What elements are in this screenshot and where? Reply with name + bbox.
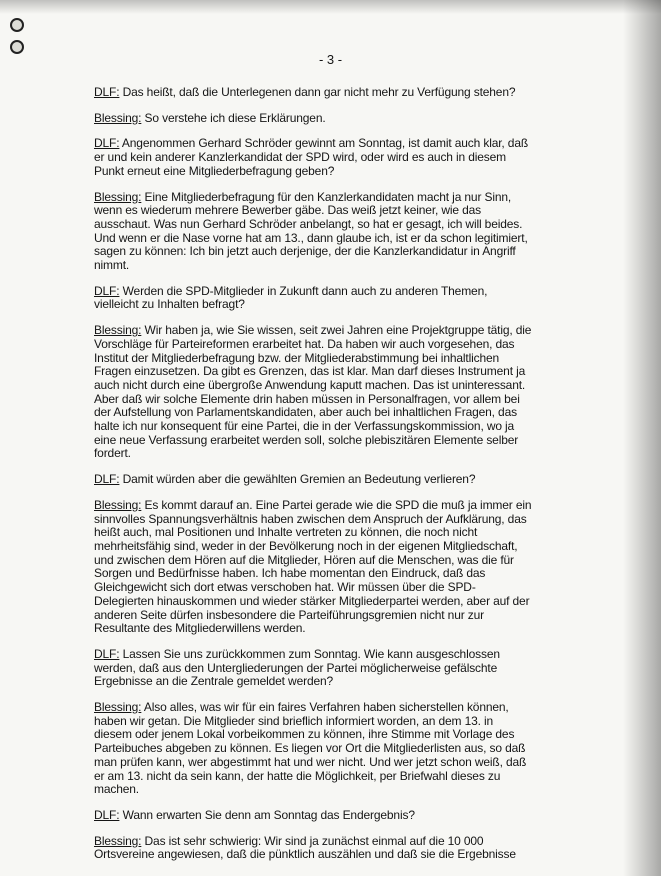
paragraph-text: So verstehe ich diese Erklärungen.: [141, 110, 326, 125]
speaker-label: DLF:: [94, 85, 120, 99]
speaker-label: Blessing:: [94, 189, 142, 204]
scan-shadow-right: [623, 0, 661, 876]
paragraph-text: Wann erwarten Sie denn am Sonntag das Endergebnis?: [119, 807, 415, 822]
speaker-label: DLF:: [94, 283, 120, 298]
paragraph-text: Damit würden aber die gewählten Gremien an Bedeutung verlieren?: [119, 472, 476, 487]
interview-paragraph: [94, 499, 532, 636]
interview-paragraph: [94, 473, 532, 487]
scan-shadow-top: [0, 0, 661, 14]
interview-paragraph: [94, 191, 532, 273]
paragraph-text: Werden die SPD-Mitglieder in Zukunft dann auch zu anderen Themen, vielleicht zu Inhalten befragt?: [94, 283, 488, 312]
speaker-label: DLF:: [94, 646, 120, 661]
paragraph-text: Lassen Sie uns zurückkommen zum Sonntag. Wie kann ausgeschlossen werden, daß aus den Untergliederungen der Partei möglicherweise gefälschte Ergebnisse an die Zentrale gemeldet werden?: [94, 646, 500, 689]
interview-paragraph: [94, 112, 532, 126]
interview-paragraph: [94, 324, 532, 461]
interview-paragraph: [94, 809, 532, 823]
paragraph-text: Es kommt darauf an. Eine Partei gerade wie die SPD die muß ja immer ein sinnvolles Spannungsverhältnis haben zwischen dem Anspruch der Aufklärung, das heißt auch, mal Positionen und Inhalte vertreten zu können, die noch nicht mehrheitsfähig sind, weder in der Bevölkerung noch in der eigenen Mitgliedschaft, und zwischen dem Hören auf die Mitglieder, Hören auf die Menschen, was die für Sorgen und Bedürfnisse haben. Ich habe momentan den Eindruck, daß das Gleichgewicht sich dort etwas verschoben hat. Wir müssen über die SPD-Delegierten hinauskommen und wieder stärker Mitgliederpartei werden, aber auf der anderen Seite dürfen insbesondere die Parteiführungsgremien nicht nur zur Resultante des Mitgliederwillens werden.: [94, 497, 532, 636]
paragraph-text: Das ist sehr schwierig: Wir sind ja zunächst einmal auf die 10 000 Ortsvereine angewiesen, daß die pünktlich auszählen und daß sie die Ergebnisse: [94, 833, 516, 862]
paragraph-text: Also alles, was wir für ein faires Verfahren haben sicherstellen können, haben wir getan. Die Mitglieder sind brieflich informiert worden, an dem 13. in diesem oder jenem Lokal vorbeikommen zu können, ihre Stimme mit Vorlage des Parteibuches abgeben zu können. Es liegen vor Ort die Mitgliederlisten aus, so daß man prüfen kann, wer abgestimmt hat und wer nicht. Und wer jetzt schon weiß, daß er am 13. nicht da sein kann, der hatte die Möglichkeit, per Briefwahl dieses zu machen.: [94, 700, 527, 797]
paragraph-text: Angenommen Gerhard Schröder gewinnt am Sonntag, ist damit auch klar, daß er und kein anderer Kanzlerkandidat der SPD wird, oder wird es auch in diesem Punkt erneut eine Mitgliederbefragung geben?: [94, 136, 529, 178]
paragraph-text: Wir haben ja, wie Sie wissen, seit zwei Jahren eine Projektgruppe tätig, die Vorschläge für Parteireformen erarbeitet hat. Da haben wir auch vorgesehen, das Institut der Mitgliederbefragung bzw. der Mitgliederabstimmung bei inhaltlichen Fragen einzusetzen. Da gibt es Grenzen, das ist klar. Man darf dieses Instrument ja auch nicht durch eine übergroße Anwendung kaputt machen. Das ist uninteressant. Aber daß wir solche Elemente drin haben müssen in Personalfragen, vor allem bei der Aufstellung von Parlamentskandidaten, aber auch bei inhaltlichen Fragen, das halte ich nur konsequent für eine Partei, die in der Verfassungskommission, wo ja eine neue Verfassung erarbeitet werden soll, solche plebiszitären Elemente selber fordert.: [94, 323, 532, 461]
interview-text: [94, 86, 532, 874]
page-number: - 3 -: [318, 52, 343, 67]
interview-paragraph: [94, 137, 532, 178]
speaker-label: Blessing:: [94, 833, 142, 848]
speaker-label: Blessing:: [94, 497, 142, 512]
punch-hole: [10, 18, 24, 32]
paragraph-text: Das heißt, daß die Unterlegenen dann gar nicht mehr zu Verfügung stehen?: [119, 85, 516, 99]
speaker-label: Blessing:: [94, 110, 142, 125]
interview-paragraph: [94, 86, 532, 100]
paragraph-text: Eine Mitgliederbefragung für den Kanzlerkandidaten macht ja nur Sinn, wenn es wiederum mehrere Bewerber gäbe. Das weiß jetzt keiner, wie das ausschaut. Was nun Gerhard Schröder anbelangt, so hat er gesagt, ich will beides. Und wenn er die Nase vorne hat am 13., dann glaube ich, ist er da schon legitimiert, sagen zu können: Ich bin jetzt auch derjenige, der die Kanzlerkandidatur in Angriff nimmt.: [94, 189, 528, 273]
speaker-label: DLF:: [94, 472, 120, 487]
speaker-label: DLF:: [94, 136, 120, 151]
speaker-label: Blessing:: [94, 323, 142, 338]
speaker-label: Blessing:: [94, 700, 142, 715]
interview-paragraph: [94, 285, 532, 312]
interview-paragraph: [94, 648, 532, 689]
interview-paragraph: [94, 701, 532, 797]
interview-paragraph: [94, 835, 532, 862]
speaker-label: DLF:: [94, 807, 120, 822]
